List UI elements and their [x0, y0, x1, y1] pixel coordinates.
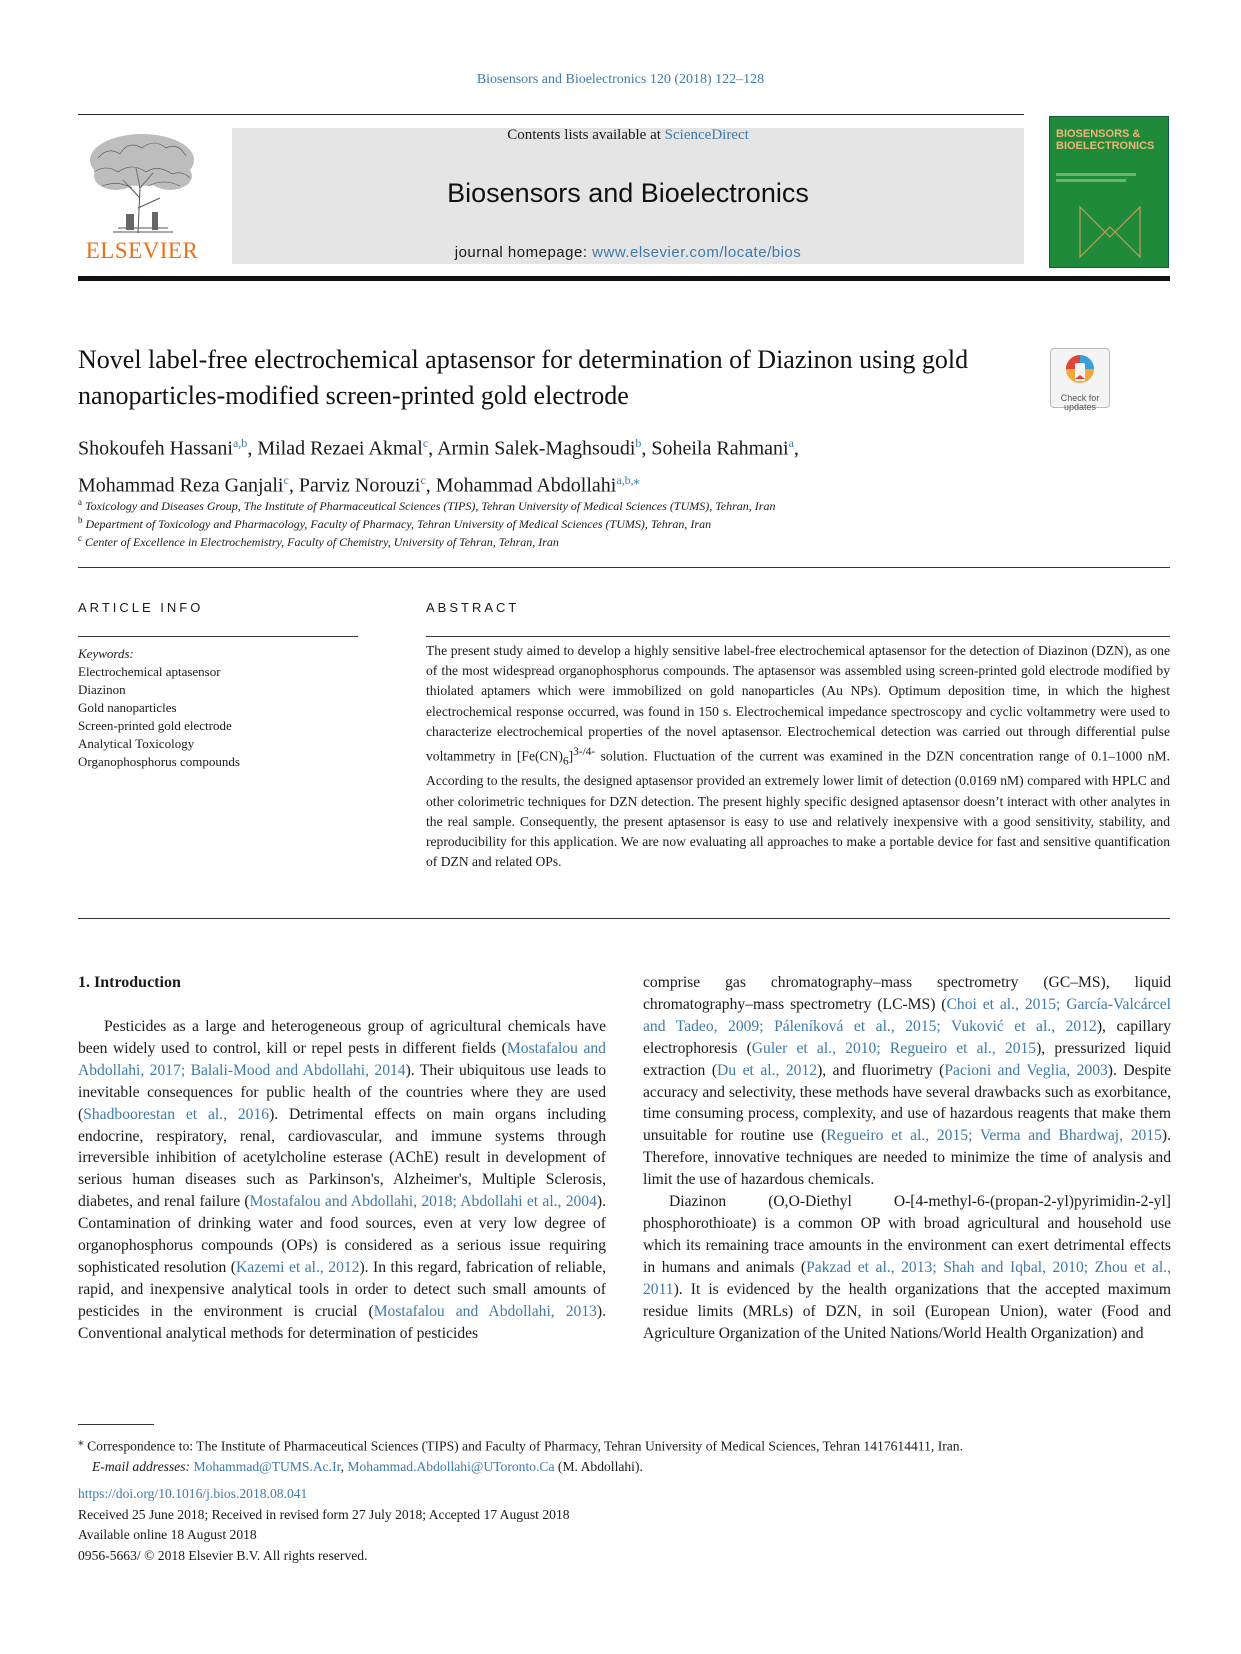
author-affiliation-mark[interactable]: c [422, 436, 429, 450]
author-name[interactable]: Mohammad Reza Ganjali [78, 474, 284, 497]
author-separator: , [641, 437, 652, 460]
email-suffix: (M. Abdollahi). [554, 1458, 643, 1474]
check-for-updates-badge[interactable] [1050, 348, 1110, 412]
body-column-left [78, 1016, 606, 1345]
paragraph-text: ). Contamination of drinking water and food sources, even at very low degree of organophosphorus compounds (OPs) is considered as a serious issue requiring sophisticated resolution ( [78, 1193, 606, 1276]
journal-reference[interactable]: Biosensors and Bioelectronics 120 (2018) 122–128 [476, 72, 765, 87]
homepage-prefix: journal homepage: [454, 244, 593, 261]
author-separator: , [247, 437, 258, 460]
author-affiliation-mark[interactable]: a,b [232, 436, 248, 450]
header-rule [78, 114, 1024, 115]
journal-homepage [232, 244, 1024, 261]
author-name[interactable]: Parviz Norouzi [298, 474, 421, 497]
author-affiliation-mark[interactable]: b [635, 436, 642, 450]
contents-prefix: Contents lists available at [507, 127, 665, 143]
paragraph-text: ). Despite accuracy and selectivity, these methods have several drawbacks such as exorbitance, time consuming process, complexity, and use of hazardous reagents that make them unsuitable for routine use ( [643, 1061, 1172, 1145]
received-dates: Received 25 June 2018; Received in revised form 27 July 2018; Accepted 17 August 2018 [78, 1506, 570, 1522]
citation-link[interactable]: Regueiro et al., 2015; Verma and Bhardwaj, 2015 [826, 1127, 1162, 1145]
formula-subscript: 6 [562, 755, 569, 768]
keyword-item: Gold nanoparticles [78, 700, 177, 715]
citation-link[interactable]: Mostafalou and Abdollahi, 2013 [373, 1302, 597, 1320]
author-separator: , [793, 437, 799, 460]
section-rule [78, 918, 1170, 919]
abstract-part-1: The present study aimed to develop a highly sensitive label-free electrochemical aptasensor for the detection of Diazinon (DZN), as one of the most widespread organophosphorus compounds. The aptasensor was assembled using screen-printed gold electrode modified by thiolated aptamers which were immobilized on gold nanoparticles (Au NPs). Optimum deposition time, in which the highest electrochemical response occurred, was found in 150 s. Electrochemical impedance spectroscopy and cyclic voltammetry were used to characterize electrochemical properties of the novel aptasensor. Electrochemical detection was carried out through differential pulse voltammetry in [Fe(CN) [426, 643, 1170, 764]
citation-link[interactable]: Du et al., 2012 [717, 1061, 818, 1079]
paragraph-text: ). Their ubiquitous use leads to inevitable consequences for public health of the countries where they are used ( [78, 1061, 607, 1123]
header-thick-rule [78, 276, 1170, 281]
intro-paragraph-2 [643, 972, 1171, 1191]
keyword-item: Organophosphorus compounds [78, 754, 240, 769]
keywords-block [78, 645, 358, 771]
crossmark-icon [1051, 349, 1109, 389]
author-separator: , [288, 474, 299, 497]
body-column-right [643, 972, 1171, 1344]
cover-title: BIOSENSORS & BIOELECTRONICS [1056, 128, 1155, 152]
available-online: Available online 18 August 2018 [78, 1527, 257, 1542]
doi-link[interactable]: https://doi.org/10.1016/j.bios.2018.08.041 [78, 1486, 308, 1501]
formula-superscript: 3-/4- [573, 746, 596, 759]
affiliation-mark: a [78, 497, 82, 507]
abstract-text [426, 641, 1170, 872]
author-affiliation-mark[interactable]: a,b,⁎ [616, 472, 640, 487]
author-list [78, 428, 1078, 501]
author-name[interactable]: Mohammad Abdollahi [435, 474, 617, 497]
author-name[interactable]: Shokoufeh Hassani [78, 437, 233, 460]
abstract-rule [426, 636, 1170, 637]
article-info-rule [78, 636, 358, 637]
email-link-1[interactable]: Mohammad@TUMS.Ac.Ir [193, 1458, 341, 1474]
article-metadata [78, 1484, 978, 1566]
homepage-link[interactable]: www.elsevier.com/locate/bios [592, 244, 802, 261]
citation-link[interactable]: Shadboorestan et al., 2016 [83, 1105, 270, 1123]
footnote-rule [78, 1424, 154, 1425]
paragraph-text: ). Detrimental effects on main organs including endocrine, respiratory, renal, cardiovascular, and immune systems through irreversible inhibition of acetylcholine esterase (AChE) result in development of serious human diseases such as Parkinson's, Alzheimer's, Multiple Sclerosis, diabetes, and renal failure ( [78, 1105, 606, 1211]
correspondence-line [78, 1432, 1170, 1457]
citation-link[interactable]: Pacioni and Veglia, 2003 [944, 1061, 1108, 1079]
paragraph-text: ), capillary electrophoresis ( [643, 1017, 1171, 1057]
affiliation-text: Center of Excellence in Electrochemistry, Faculty of Chemistry, University of Tehran, Tehran, Iran [85, 535, 559, 549]
citation-link[interactable]: Choi et al., 2015; García-Valcárcel and Tadeo, 2009; Páleníková et al., 2015; Vuković et al., 2012 [643, 995, 1171, 1035]
affiliation-mark: b [78, 515, 83, 525]
contents-available [232, 127, 1024, 144]
correspondence-footnote [78, 1432, 1170, 1477]
citation-link[interactable]: Pakzad et al., 2013; Shah and Iqbal, 2010; Zhou et al., 2011 [643, 1258, 1171, 1298]
affiliation-a [78, 497, 1078, 514]
affiliation-c [78, 533, 1078, 550]
author-name[interactable]: Armin Salek-Maghsoudi [437, 437, 636, 460]
tree-icon [78, 128, 206, 236]
introduction-heading: 1. Introduction [78, 974, 181, 991]
citation-link[interactable]: Mostafalou and Abdollahi, 2017; Balali-Mood and Abdollahi, 2014 [78, 1039, 606, 1079]
author-affiliation-mark[interactable]: a [788, 436, 794, 450]
copyright-line: 0956-5663/ © 2018 Elsevier B.V. All rights reserved. [78, 1547, 368, 1563]
email-line [78, 1457, 1170, 1477]
affiliation-b [78, 515, 1078, 532]
citation-link[interactable]: Mostafalou and Abdollahi, 2018; Abdollahi et al., 2004 [249, 1193, 597, 1211]
affiliation-mark: c [78, 533, 82, 543]
email-separator: , [340, 1458, 348, 1474]
keyword-item: Diazinon [78, 682, 126, 697]
elsevier-wordmark[interactable]: ELSEVIER [85, 238, 199, 263]
paragraph-text: Diazinon (O,O-Diethyl O-[4-methyl-6-(propan-2-yl)pyrimidin-2-yl] phosphorothioate) is a common OP with broad agricultural and household use which its remaining trace amounts in the environment can exert detrimental effects in humans and animals ( [643, 1193, 1171, 1276]
author-affiliation-mark[interactable]: c [420, 472, 426, 487]
keyword-item: Screen-printed gold electrode [78, 718, 232, 733]
paragraph-text: Pesticides as a large and heterogeneous group of agricultural chemicals have been widely used to control, kill or repel pests in different fields ( [78, 1018, 606, 1057]
intro-paragraph-3 [643, 1191, 1171, 1344]
sciencedirect-link[interactable]: ScienceDirect [664, 127, 749, 143]
journal-name: Biosensors and Bioelectronics [447, 178, 809, 208]
abstract-part-2: solution. Fluctuation of the current was examined in the DZN concentration range of 0.1–1000 nM. According to the results, the designed aptasensor provided an extremely lower limit of detection (0.0169 nM) compared with HPLC and other colorimetric techniques for DZN detection. The present highly specific designed aptasensor doesn’t interact with other analytes in the real sample. Consequently, the present aptasensor is easy to use and relatively inexpensive with a good sensitivity, stability, and reproducibility for this application. We are now evaluating all approaches to make a portable device for fast and sensitive quantification of DZN and related OPs. [426, 748, 1170, 870]
author-line-1 [78, 428, 1078, 465]
footnote-mark: ⁎ [78, 1436, 84, 1448]
affiliation-text: Toxicology and Diseases Group, The Institute of Pharmaceutical Sciences (TIPS), Tehran University of Medical Sciences (TUMS), Tehran, Iran [85, 499, 776, 513]
intro-paragraph-1 [78, 1016, 606, 1345]
paragraph-text: ), and fluorimetry ( [817, 1061, 945, 1079]
author-affiliation-mark[interactable]: c [283, 472, 289, 487]
citation-link[interactable]: Kazemi et al., 2012 [235, 1258, 360, 1276]
abstract-heading: ABSTRACT [426, 600, 520, 615]
author-name[interactable]: Milad Rezaei Akmal [257, 437, 423, 460]
paragraph-text: ). Conventional analytical methods for determination of pesticides [78, 1302, 607, 1342]
paragraph-text: comprise gas chromatography–mass spectrometry (GC–MS), liquid chromatography–mass spectrometry (LC-MS) ( [643, 974, 1171, 1013]
keywords-label: Keywords: [78, 646, 134, 661]
author-separator: , [428, 437, 438, 460]
keyword-item: Analytical Toxicology [78, 736, 195, 751]
author-name[interactable]: Soheila Rahmani [651, 437, 789, 460]
paragraph-text: ). In this regard, fabrication of reliable, rapid, and inexpensive analytical tools in order to detect such small amounts of pesticides in the environment is crucial ( [78, 1258, 606, 1320]
email-link-2[interactable]: Mohammad.Abdollahi@UToronto.Ca [347, 1458, 555, 1474]
article-info-heading: ARTICLE INFO [78, 600, 204, 615]
correspondence-text: Correspondence to: The Institute of Pharmaceutical Sciences (TIPS) and Faculty of Pharmacy, Tehran University of Medical Sciences, Tehran 1417614411, Iran. [87, 1438, 963, 1454]
paragraph-text: ), pressurized liquid extraction ( [643, 1039, 1171, 1079]
keyword-item: Electrochemical aptasensor [78, 664, 221, 679]
formula-bracket: ] [568, 748, 574, 764]
paragraph-text: ). Therefore, innovative techniques are needed to minimize the time of analysis and limit the use of hazardous chemicals. [643, 1127, 1171, 1189]
author-separator: , [425, 474, 436, 497]
article-title: Novel label-free electrochemical aptasensor for determination of Diazinon using gold nanoparticles-modified screen-printed gold electrode [78, 345, 969, 410]
affiliation-text: Department of Toxicology and Pharmacology, Faculty of Pharmacy, Tehran University of Medical Sciences (TUMS), Tehran, Iran [85, 517, 712, 531]
section-rule [78, 567, 1170, 568]
paragraph-text: ). It is evidenced by the health organizations that the accepted maximum residue limits (MRLs) of DZN, in soil (European Union), water (Food and Agriculture Organization of the United Nations/World Health Organization) and [643, 1280, 1171, 1342]
citation-link[interactable]: Guler et al., 2010; Regueiro et al., 2015 [751, 1039, 1037, 1057]
crossmark-label: Check for updates [1060, 393, 1100, 412]
email-label: E-mail addresses: [92, 1458, 191, 1474]
author-line-2 [78, 465, 1078, 502]
